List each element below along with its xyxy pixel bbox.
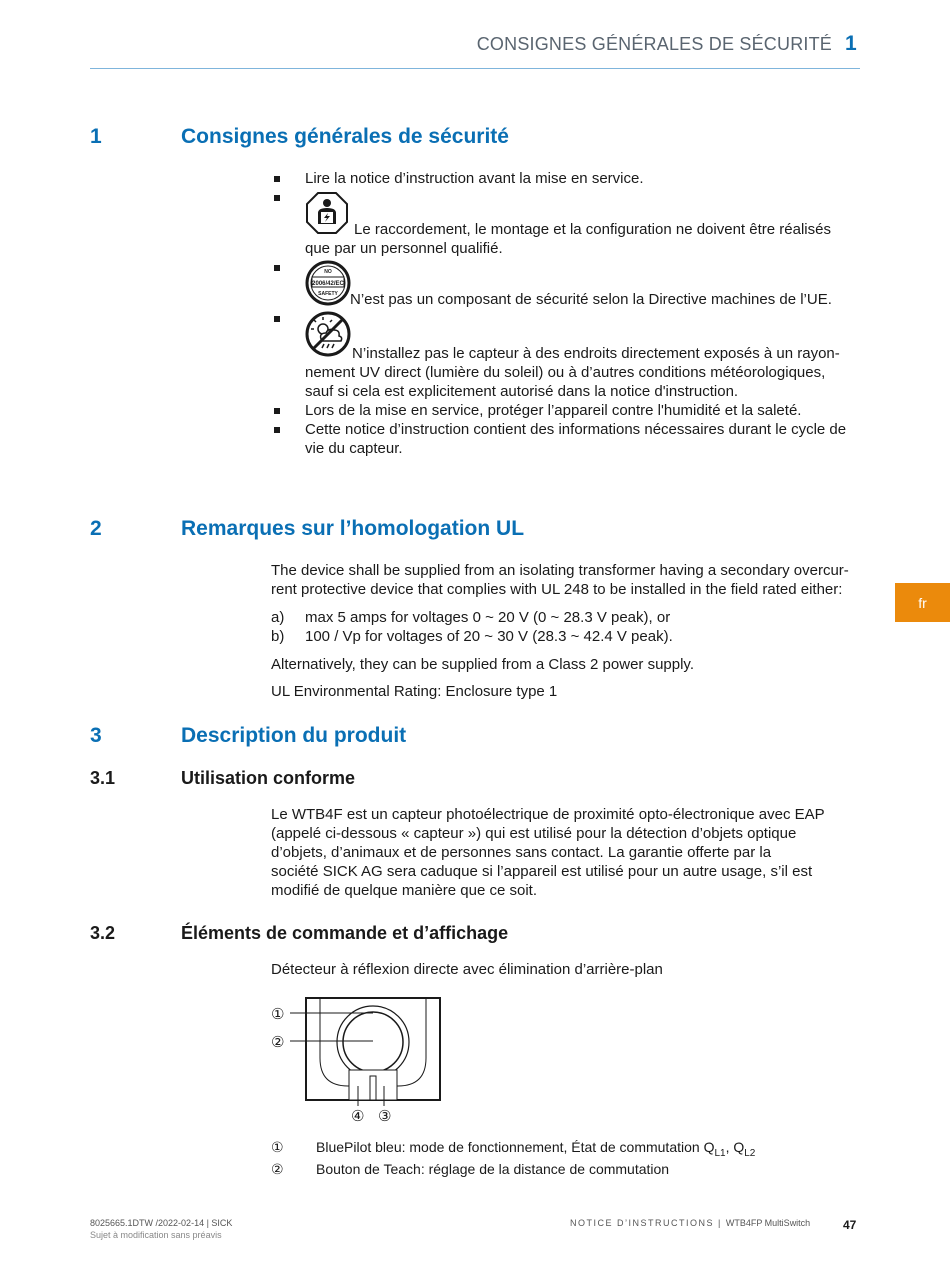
paragraph-continued: rent protective device that complies with UL 248 to be installed in the field rated either: bbox=[271, 581, 843, 598]
paragraph: Détecteur à réflexion directe avec élimination d’arrière-plan bbox=[271, 961, 663, 978]
subsection-3-1-title: Utilisation conforme bbox=[181, 768, 356, 788]
section-1-title: Consignes générales de sécurité bbox=[181, 125, 509, 148]
legend-number: ② bbox=[271, 1161, 284, 1177]
list-item: 100 / Vp for voltages of 20 ~ 30 V (28.3 ~ 42.4 V peak). bbox=[305, 628, 673, 645]
subsection-3-2-title: Éléments de commande et d’affichage bbox=[181, 923, 509, 943]
paragraph-line: modifié de quelque manière que ce soit. bbox=[271, 882, 538, 899]
header-divider bbox=[90, 68, 860, 69]
callout-4-label: ④ bbox=[351, 1108, 365, 1125]
paragraph: Alternatively, they can be supplied from a Class 2 power supply. bbox=[271, 656, 694, 673]
bullet-marker bbox=[274, 265, 280, 271]
paragraph-line: société SICK AG sera caduque si l’appareil est utilisé pour un autre usage, s’il est bbox=[271, 863, 813, 880]
section-3-number: 3 bbox=[90, 724, 102, 747]
page-number: 47 bbox=[843, 1218, 857, 1232]
list-item: max 5 amps for voltages 0 ~ 20 V (0 ~ 28.3 V peak), or bbox=[305, 609, 671, 626]
paragraph-line: d’objets, d’animaux et de personnes sans contact. La garantie offerte par la bbox=[271, 844, 772, 861]
bullet-marker bbox=[274, 427, 280, 433]
footer-document-id: 8025665.1DTW /2022-02-14 | SICK bbox=[90, 1218, 233, 1228]
bullet-text: Lors de la mise en service, protéger l’appareil contre l'humidité et la saleté. bbox=[305, 402, 802, 419]
callout-2-label: ② bbox=[271, 1034, 285, 1051]
running-header-title: CONSIGNES GÉNÉRALES DE SÉCURITÉ bbox=[476, 34, 832, 54]
bullet-text: Le raccordement, le montage et la configuration ne doivent être réalisés bbox=[354, 221, 831, 238]
no-direct-sunlight-icon bbox=[305, 311, 351, 357]
bullet-text: N’installez pas le capteur à des endroits directement exposés à un rayon- bbox=[352, 345, 840, 362]
footer-document-title bbox=[570, 1218, 810, 1228]
section-2-title: Remarques sur l’homologation UL bbox=[181, 517, 525, 540]
section-2-number: 2 bbox=[90, 517, 102, 540]
legend-number: ① bbox=[271, 1139, 284, 1155]
paragraph-line: (appelé ci-dessous « capteur ») qui est utilisé pour la détection d’objets optique bbox=[271, 825, 797, 842]
bullet-text-continued: vie du capteur. bbox=[305, 440, 403, 457]
legend-subscript: L1 bbox=[714, 1147, 726, 1159]
bullet-text: N’est pas un composant de sécurité selon la Directive machines de l’UE. bbox=[350, 291, 832, 308]
legend-text: Bouton de Teach: réglage de la distance de commutation bbox=[316, 1161, 670, 1177]
bullet-text-continued: que par un personnel qualifié. bbox=[305, 240, 503, 257]
callout-1-label: ① bbox=[271, 1006, 285, 1023]
bullet-text-continued: nement UV direct (lumière du soleil) ou à d’autres conditions météorologiques, bbox=[305, 364, 826, 381]
running-header-chapter-number: 1 bbox=[845, 32, 857, 55]
section-3-title: Description du produit bbox=[181, 724, 407, 747]
subsection-3-2-number: 3.2 bbox=[90, 923, 116, 943]
qualified-personnel-icon bbox=[305, 191, 349, 235]
no-safety-icon-top-text: NO bbox=[324, 269, 332, 275]
paragraph: The device shall be supplied from an isolating transformer having a secondary overcur- bbox=[271, 562, 849, 579]
section-1-number: 1 bbox=[90, 125, 102, 148]
footer-disclaimer: Sujet à modification sans préavis bbox=[90, 1230, 222, 1240]
bullet-text: Cette notice d’instruction contient des informations nécessaires durant le cycle de bbox=[305, 421, 847, 438]
paragraph-line: Le WTB4F est un capteur photoélectrique de proximité opto-électronique avec EAP bbox=[271, 806, 825, 823]
language-tab[interactable]: fr bbox=[895, 583, 950, 622]
bullet-marker bbox=[274, 176, 280, 182]
list-label: a) bbox=[271, 609, 285, 626]
subsection-3-1-number: 3.1 bbox=[90, 768, 116, 788]
list-label: b) bbox=[271, 628, 285, 645]
callout-3-label: ③ bbox=[378, 1108, 392, 1125]
footer-document-type: NOTICE D’INSTRUCTIONS | bbox=[570, 1218, 726, 1228]
bullet-text-continued: sauf si cela est explicitement autorisé dans la notice d'instruction. bbox=[305, 383, 739, 400]
legend-separator: , Q bbox=[725, 1139, 745, 1155]
no-safety-icon-directive-text: 2006/42/EC bbox=[312, 281, 344, 287]
no-safety-icon bbox=[305, 260, 351, 306]
bullet-text: Lire la notice d’instruction avant la mise en service. bbox=[305, 170, 644, 187]
paragraph: UL Environmental Rating: Enclosure type 1 bbox=[271, 683, 558, 700]
bullet-marker bbox=[274, 316, 280, 322]
legend-subscript: L2 bbox=[744, 1147, 756, 1159]
bullet-marker bbox=[274, 408, 280, 414]
bullet-marker bbox=[274, 195, 280, 201]
footer-product-name: WTB4FP MultiSwitch bbox=[725, 1218, 811, 1228]
legend-text-main: BluePilot bleu: mode de fonctionnement, État de commutation Q bbox=[316, 1139, 715, 1155]
no-safety-icon-bottom-text: SAFETY bbox=[318, 291, 338, 297]
